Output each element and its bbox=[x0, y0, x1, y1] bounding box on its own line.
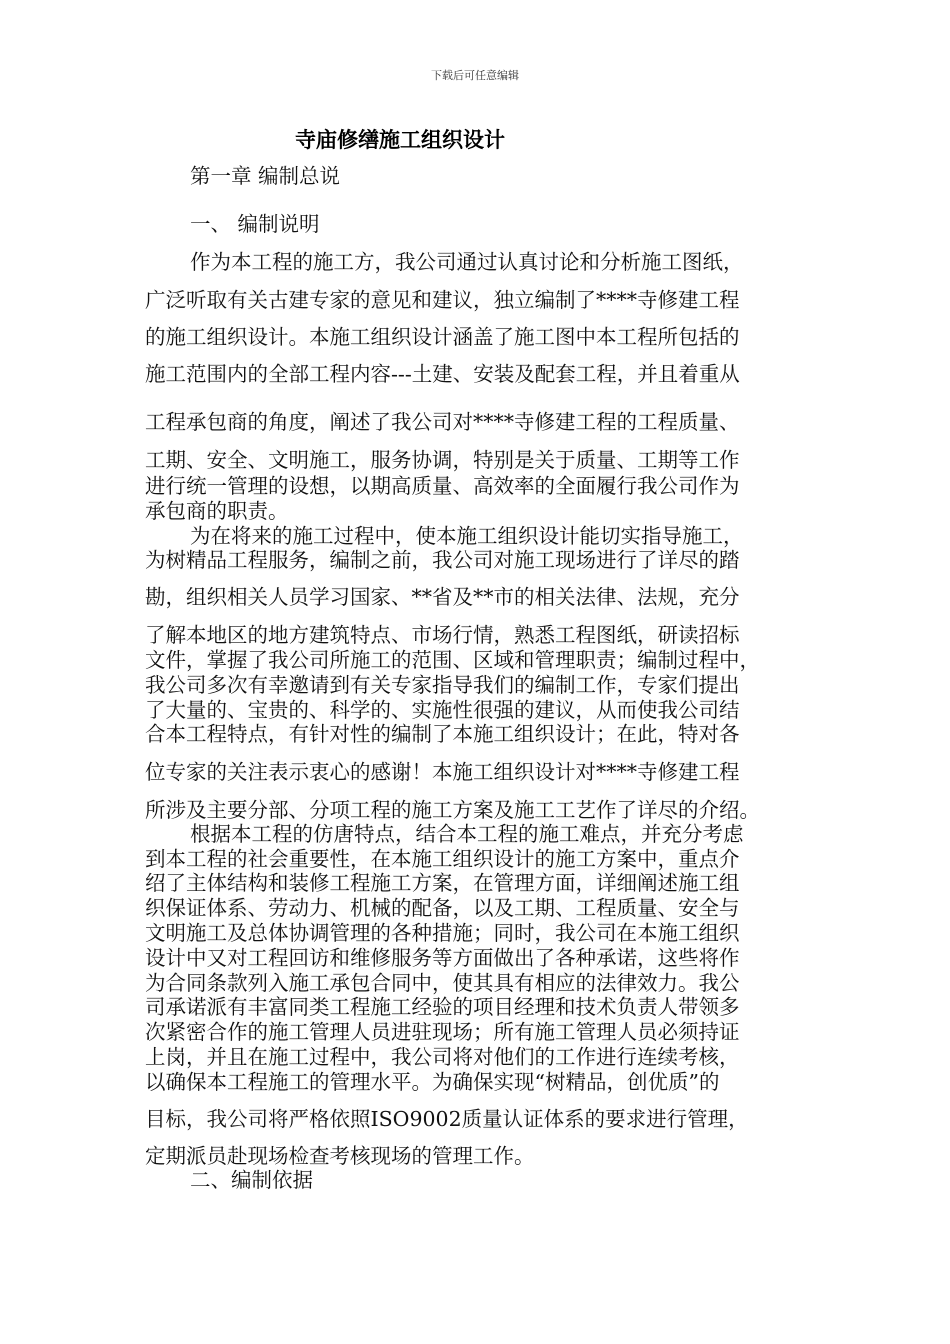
paragraph-line: 文明施工及总体协调管理的各种措施；同时，我公司在本施工组织 bbox=[145, 921, 740, 945]
paragraph-line: 工期、安全、文明施工，服务协调，特别是关于质量、工期等工作 bbox=[145, 448, 740, 472]
paragraph-line: 进行统一管理的设想，以期高质量、高效率的全面履行我公司作为 bbox=[145, 474, 740, 498]
paragraph-line: 了大量的、宝贵的、科学的、实施性很强的建议，从而使我公司结 bbox=[145, 698, 740, 722]
chapter-heading: 第一章 编制总说 bbox=[190, 164, 341, 188]
paragraph-line: 司承诺派有丰富同类工程施工经验的项目经理和技术负责人带领多 bbox=[145, 995, 740, 1019]
paragraph-line: 绍了主体结构和装修工程施工方案，在管理方面，详细阐述施工组 bbox=[145, 871, 740, 895]
paragraph-line: 文件，掌握了我公司所施工的范围、区域和管理职责；编制过程中， bbox=[145, 648, 760, 672]
paragraph-line: 为合同条款列入施工承包合同中，使其具有相应的法律效力。我公 bbox=[145, 971, 740, 995]
paragraph-line: 勘，组织相关人员学习国家、**省及**市的相关法律、法规，充分 bbox=[145, 585, 740, 609]
paragraph-line: 定期派员赴现场检查考核现场的管理工作。 bbox=[145, 1144, 535, 1168]
paragraph-line: 的施工组织设计。本施工组织设计涵盖了施工图中本工程所包括的 bbox=[145, 325, 740, 349]
paragraph-line: 根据本工程的仿唐特点，结合本工程的施工难点，并充分考虑 bbox=[190, 822, 744, 846]
section-heading: 二、编制依据 bbox=[190, 1168, 313, 1192]
paragraph-line: 织保证体系、劳动力、机械的配备，以及工期、工程质量、安全与 bbox=[145, 896, 740, 920]
page-header-note: 下载后可任意编辑 bbox=[431, 69, 519, 82]
paragraph-line: 所涉及主要分部、分项工程的施工方案及施工工艺作了详尽的介绍。 bbox=[145, 798, 760, 822]
paragraph-line: 到本工程的社会重要性，在本施工组织设计的施工方案中，重点介 bbox=[145, 847, 740, 871]
paragraph-line: 位专家的关注表示衷心的感谢！本施工组织设计对****寺修建工程 bbox=[145, 760, 740, 784]
document-title: 寺庙修缮施工组织设计 bbox=[295, 128, 505, 152]
paragraph-line: 承包商的职责。 bbox=[145, 499, 289, 523]
paragraph-line: 为树精品工程服务，编制之前，我公司对施工现场进行了详尽的踏 bbox=[145, 548, 740, 572]
paragraph-line: 次紧密合作的施工管理人员进驻现场；所有施工管理人员必须持证 bbox=[145, 1020, 740, 1044]
paragraph-line: 合本工程特点，有针对性的编制了本施工组织设计；在此，特对各 bbox=[145, 722, 740, 746]
paragraph-line: 设计中又对工程回访和维修服务等方面做出了各种承诺，这些将作 bbox=[145, 946, 740, 970]
paragraph-line: 我公司多次有幸邀请到有关专家指导我们的编制工作，专家们提出 bbox=[145, 673, 740, 697]
paragraph-line: 以确保本工程施工的管理水平。为确保实现“树精品，创优质”的 bbox=[145, 1070, 720, 1094]
paragraph-line: 了解本地区的地方建筑特点、市场行情，熟悉工程图纸，研读招标 bbox=[145, 623, 740, 647]
paragraph-line: 广泛听取有关古建专家的意见和建议，独立编制了****寺修建工程 bbox=[145, 288, 740, 312]
paragraph-line: 目标，我公司将严格依照ISO9002质量认证体系的要求进行管理， bbox=[145, 1107, 749, 1131]
paragraph-line: 工程承包商的角度，阐述了我公司对****寺修建工程的工程质量、 bbox=[145, 410, 740, 434]
paragraph-line: 为在将来的施工过程中，使本施工组织设计能切实指导施工， bbox=[190, 524, 744, 548]
section-heading: 一、 编制说明 bbox=[190, 212, 320, 236]
paragraph-line: 作为本工程的施工方，我公司通过认真讨论和分析施工图纸， bbox=[190, 250, 744, 274]
paragraph-line: 施工范围内的全部工程内容---土建、安装及配套工程，并且着重从 bbox=[145, 362, 740, 386]
paragraph-line: 上岗，并且在施工过程中，我公司将对他们的工作进行连续考核， bbox=[145, 1045, 740, 1069]
